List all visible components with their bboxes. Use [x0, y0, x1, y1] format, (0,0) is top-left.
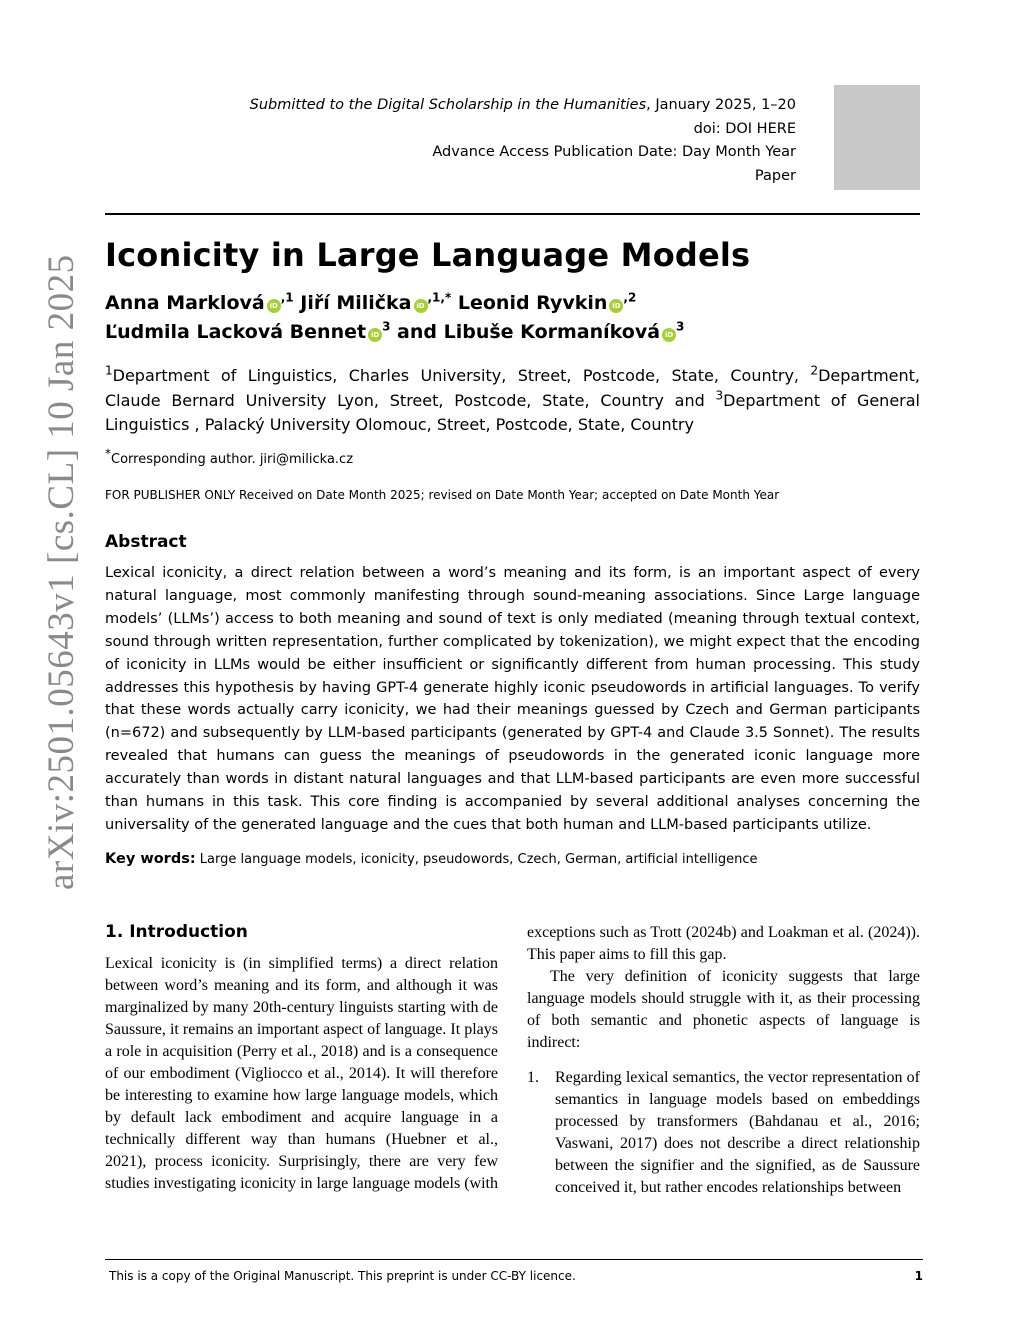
- keywords-text: Large language models, iconicity, pseudowords, Czech, German, artificial intelligence: [199, 852, 758, 867]
- affiliation-mark: 1: [105, 363, 113, 378]
- journal-date-pages: , January 2025, 1–20: [646, 97, 796, 113]
- publisher-note: FOR PUBLISHER ONLY Received on Date Month 2025; revised on Date Month Year; accepted on Date Month Year: [105, 488, 780, 502]
- author-affiliation-mark: ,1,*: [427, 290, 452, 305]
- list-item: [527, 1067, 920, 1199]
- arxiv-identifier: arXiv:2501.05643v1 [cs.CL] 10 Jan 2025: [41, 254, 82, 890]
- abstract-heading: Abstract: [105, 532, 187, 552]
- body-paragraph: Lexical iconicity is (in simplified terms) a direct relation between word’s meaning and its form, and although it was marginalized by many 20th-century linguists starting with de Saussure, it remains an important aspect of language. It plays a role in acquisition (Perry et al., 2018) and is a consequence of our embodiment (Vigliocco et al., 2014). It will therefore be interesting to examine how large language models, which by default lack embodiment and acquire language in a technically different way than humans (Huebner et al., 2021), process iconicity. Surprisingly, there are very few studies investigating iconicity in large language models (with: [105, 955, 498, 1192]
- footer-divider: [105, 1259, 923, 1260]
- section-heading-introduction: 1. Introduction: [105, 922, 248, 942]
- body-column-left: [105, 920, 498, 1195]
- affiliation-1: Department of Linguistics, Charles University, Street, Postcode, State, Country,: [112, 366, 811, 385]
- orcid-icon[interactable]: iD: [662, 328, 676, 342]
- affiliation-3: Department of General Linguistics , Palacký University Olomouc, Street, Postcode, State, Country: [105, 390, 920, 434]
- orcid-icon[interactable]: iD: [368, 328, 382, 342]
- body-paragraph-continued: exceptions such as Trott (2024b) and Loakman et al. (2024)). This paper aims to fill this gap.: [527, 924, 920, 963]
- doi-line: doi: DOI HERE: [693, 120, 796, 137]
- list-number: 1.: [527, 1069, 539, 1086]
- author-affiliation-mark: 3: [676, 319, 685, 334]
- author-affiliation-mark: 3: [382, 319, 391, 334]
- orcid-icon[interactable]: iD: [414, 299, 428, 313]
- article-type: Paper: [754, 167, 796, 184]
- paper-title: Iconicity in Large Language Models: [105, 236, 751, 274]
- body-paragraph: The very definition of iconicity suggests that large language models should struggle with it, as their processing of both semantic and phonetic aspects of language is indirect:: [527, 968, 920, 1051]
- footer-licence: This is a copy of the Original Manuscript. This preprint is under CC-BY licence.: [109, 1269, 576, 1283]
- affiliation-2: Department, Claude Bernard University Lyon, Street, Postcode, State, Country and: [105, 366, 920, 410]
- orcid-icon[interactable]: iD: [609, 299, 623, 313]
- corresponding-text: Corresponding author. jiri@milicka.cz: [111, 452, 354, 467]
- journal-name: Submitted to the Digital Scholarship in the Humanities: [249, 97, 647, 113]
- author-separator: and: [390, 321, 444, 343]
- body-column-right: [527, 922, 920, 1199]
- author-list: [105, 289, 920, 347]
- journal-line: [250, 94, 796, 118]
- keywords-label: Key words:: [105, 851, 196, 867]
- author-affiliation-mark: ,2: [623, 290, 637, 305]
- affiliations: [105, 364, 920, 438]
- header-divider: [105, 213, 920, 215]
- author-name: Jiří Milička: [300, 292, 412, 314]
- page-number: 1: [914, 1269, 923, 1283]
- author-name: Libuše Kormaníková: [443, 321, 661, 343]
- journal-header: [250, 94, 796, 188]
- author-name: Anna Marklová: [105, 292, 265, 314]
- affiliation-mark: 3: [715, 388, 724, 403]
- corresponding-author: [105, 446, 354, 469]
- corresponding-mark: *: [105, 446, 111, 461]
- abstract-text: Lexical iconicity, a direct relation between a word’s meaning and its form, is an important aspect of every natural language, most commonly manifesting through sound-meaning associations. Since Large language models’ (LLMs’) access to both meaning and sound of text is only mediated (meaning through textual context, sound through written representation, further complicated by tokenization), we might expect that the encoding of iconicity in LLMs would be either insufficient or significantly different from human processing. This study addresses this hypothesis by having GPT-4 generate highly iconic pseudowords in artificial languages. To verify that these words actually carry iconicity, we had their meanings guessed by Czech and German participants (n=672) and subsequently by LLM-based participants (generated by GPT-4 and Claude 3.5 Sonnet). The results revealed that humans can guess the meanings of pseudowords in the generated iconic language more accurately than words in distant natural languages and that LLM-based participants are even more successful than humans in this task. This core finding is accompanied by several additional analyses concerning the universality of the generated language and the cues that both human and LLM-based participants utilize.: [105, 565, 920, 833]
- keywords: [105, 849, 920, 870]
- journal-logo-placeholder: [834, 85, 920, 190]
- orcid-icon[interactable]: iD: [267, 299, 281, 313]
- author-name: Leonid Ryvkin: [457, 292, 608, 314]
- author-affiliation-mark: ,1: [280, 290, 294, 305]
- list-text: Regarding lexical semantics, the vector representation of semantics in language models based on embeddings processed by transformers (Bahdanau et al., 2016; Vaswani, 2017) does not describe a direct relationship between the signifier and the signified, as de Saussure conceived it, but rather encodes relationships between: [555, 1069, 920, 1196]
- author-name: Ľudmila Lacková Bennet: [105, 321, 367, 343]
- author-separator: [451, 292, 458, 314]
- affiliation-mark: 2: [810, 363, 819, 378]
- publication-date-line: Advance Access Publication Date: Day Month Year: [432, 144, 796, 160]
